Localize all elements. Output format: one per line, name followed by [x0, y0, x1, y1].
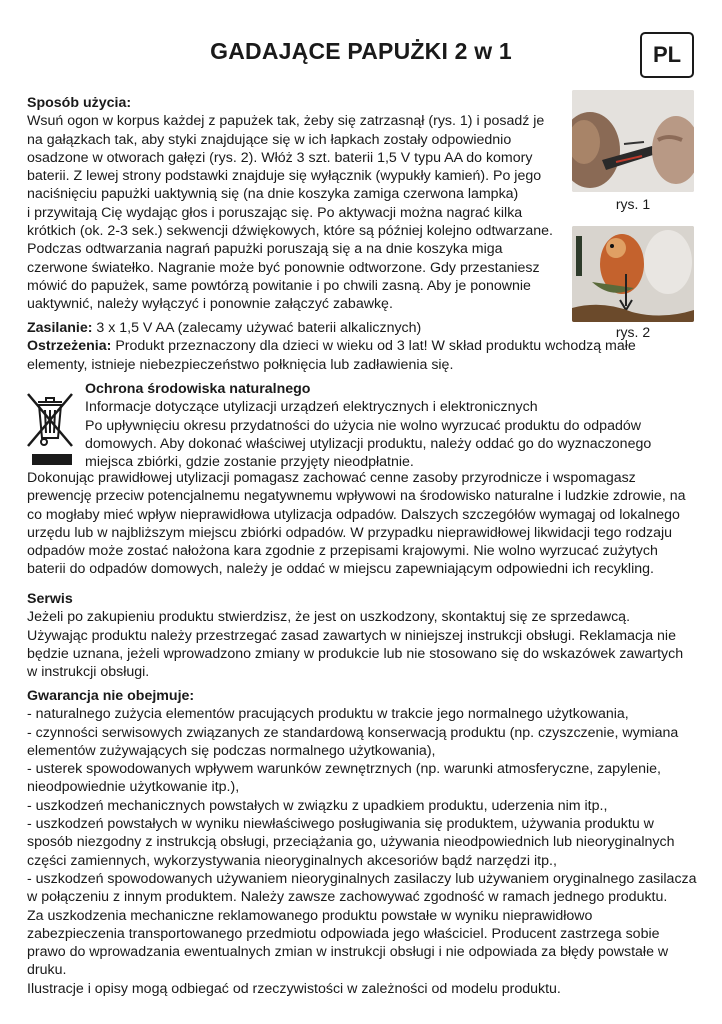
- warranty-line: w połączeniu z innym produktem. Należy zawsze zachowywać zgodność w ramach jednego produktu.: [27, 889, 668, 906]
- usage-line: naciśnięciu papużki uaktywnią się (na dnie koszyka zamiga czerwona lampka): [27, 186, 519, 203]
- usage-line: krótkich (ok. 2-3 sek.) sekwencji dźwiękowych, które są później kolejno odtwarzane.: [27, 223, 553, 240]
- environment-body-line: Dokonując prawidłowej utylizacji pomagasz zachować cenne zasoby przyrodnicze i wspomagasz: [27, 470, 636, 486]
- environment-body-line: odpadów może zostać nałożona kara zgodnie z przepisami krajowymi. Nie wolno wyrzucać zużytych: [27, 543, 658, 560]
- warranty-line: - uszkodzeń powstałych w wyniku niewłaściwego posługiwania się produktem, używania produktu w: [27, 816, 654, 833]
- environment-intro: [85, 380, 685, 471]
- figure-1-image: [572, 90, 694, 192]
- warranty-line: - czynności serwisowych związanych ze standardową konserwacją produktu (np. czyszczenie, wymiana: [27, 724, 679, 741]
- usage-line: Podczas odtwarzania nagrań papużki poruszają się a na dnie koszyka miga: [27, 241, 503, 258]
- environment-heading: Ochrona środowiska naturalnego: [85, 381, 311, 397]
- figure-1-caption: rys. 1: [615, 196, 651, 212]
- power-text: 3 x 1,5 V AA (zalecamy używać baterii alkalicznych): [92, 320, 422, 336]
- warning-line-2: elementy, istnieje niebezpieczeństwo połknięcia lub zadławienia się.: [27, 356, 454, 373]
- environment-body-line: baterii do odpadów domowych, należy je oddać w miejscu zapewniającym odpowiedni ich recykling.: [27, 561, 654, 578]
- service-line: w instrukcji obsługi.: [27, 664, 150, 681]
- service-section: [27, 590, 707, 681]
- warranty-line: - uszkodzeń mechanicznych powstałych w związku z upadkiem produktu, uderzenia nim itp.,: [27, 797, 608, 814]
- warranty-line: zabezpieczenia transportowanego przedmiotu odpowiada jego właściciel. Producent zastrzega sobie: [27, 925, 660, 942]
- usage-line: baterii. Z lewej strony podstawki znajduje się wyłącznik (wypukły kamień). Po jego: [27, 168, 542, 185]
- environment-body-line: prewencję przeciw potencjalnemu negatywnemu wpływowi na środowisko naturalne i ludzkie zdrowie, na: [27, 488, 686, 505]
- usage-line: czerwone światełko. Nagranie może być ponownie odtworzone. Gdy przestaniesz: [27, 259, 540, 276]
- service-line: Jeżeli po zakupieniu produktu stwierdzisz, że jest on uszkodzony, skontaktuj się ze sprzedawcą.: [27, 609, 631, 626]
- power-warning-section: [27, 319, 707, 374]
- warning-text: Produkt przeznaczony dla dzieci w wieku od 3 lat! W skład produktu wchodzą małe: [111, 338, 636, 355]
- service-line: będzie uznana, jeżeli wprowadzono zmiany w produkcie lub nie stosowano się do wskazówek zawartych: [27, 645, 684, 662]
- usage-line: mówić do papużek, same powtórzą powitanie i po chwili zasną. Aby je ponownie: [27, 277, 531, 294]
- environment-line: Informacje dotyczące utylizacji urządzeń elektrycznych i elektronicznych: [85, 399, 538, 416]
- environment-line: Po upływnięciu okresu przydatności do użycia nie wolno wyrzucać produktu do odpadów: [85, 417, 641, 434]
- service-line: Używając produktu należy przestrzegać zasad zawartych w niniejszej instrukcji obsługi. Reklamacja nie: [27, 627, 676, 644]
- power-line: [27, 319, 707, 337]
- usage-line: osadzone w otworach gałęzi (rys. 2). Włóż 3 szt. baterii 1,5 V typu AA do komory: [27, 149, 533, 166]
- usage-line: Wsuń ogon w korpus każdej z papużek tak, żeby się zatrzasnął (rys. 1) i posadź je: [27, 113, 545, 130]
- warranty-line: Za uszkodzenia mechaniczne reklamowanego produktu powstałe w wyniku nieprawidłowo: [27, 907, 593, 924]
- warranty-line: części zamiennych, wykorzystywania nieoryginalnych akcesoriów bądź narzędzi itp.,: [27, 852, 557, 869]
- warranty-line: nieodpowiednie użytkowanie itp.),: [27, 779, 240, 796]
- warranty-heading: Gwarancja nie obejmuje:: [27, 688, 195, 704]
- environment-body: [27, 469, 707, 579]
- usage-line: i przywitają Cię wydając głos i poruszając się. Po aktywacji można nagrać kilka: [27, 204, 523, 221]
- crossed-bin-icon: [24, 388, 76, 468]
- warning-label: Ostrzeżenia:: [27, 338, 112, 355]
- warranty-line: sposób niezgodny z instrukcją obsługi, przeciążania go, używania nieodpowiednich lub nieoryginalnych: [27, 834, 675, 851]
- warranty-line: prawo do wprowadzania ewentualnych zmian w instrukcji obsługi i nie odpowiada za błędy powstałe w: [27, 944, 669, 961]
- usage-line: uaktywnić, należy wyłączyć i ponownie załączyć zabawkę.: [27, 296, 393, 313]
- warranty-section: [27, 687, 707, 998]
- warranty-line: - naturalnego zużycia elementów pracujących produktu w trakcie jego normalnego użytkowania,: [27, 706, 629, 723]
- usage-line: na gałązkach tak, aby styki znajdujące się w ich łapkach zostały odpowiednio: [27, 131, 512, 148]
- warranty-line: druku.: [27, 962, 67, 979]
- environment-line: miejsca zbiórki, gdzie zostanie przyjęty nieodpłatnie.: [85, 454, 414, 471]
- warranty-line: - usterek spowodowanych wpływem warunków zewnętrznych (np. warunki atmosferyczne, zapylenie,: [27, 761, 661, 778]
- parrot-branch-illustration: [572, 226, 694, 322]
- warranty-line: Ilustracje i opisy mogą odbiegać od rzeczywistości w zależności od modelu produktu.: [27, 980, 561, 997]
- warning-line: [27, 337, 707, 355]
- environment-body-line: urzędu lub w najbliższym miejscu zbiórki odpadów. W przypadku nieprawidłowej likwidacji tego rodzaju: [27, 524, 673, 541]
- page-title: GADAJĄCE PAPUŻKI 2 w 1: [210, 38, 512, 64]
- service-heading: Serwis: [27, 591, 73, 607]
- usage-section: [27, 94, 572, 314]
- usage-heading: Sposób użycia:: [27, 95, 132, 111]
- warranty-line: - uszkodzeń spowodowanych używaniem nieoryginalnych zasilaczy lub używaniem oryginalnego zasilacza: [27, 870, 697, 887]
- power-label: Zasilanie:: [27, 320, 93, 336]
- language-badge: PL: [640, 32, 694, 78]
- environment-line: domowych. Aby dokonać właściwej utylizacji produktu, należy oddać go do wyznaczonego: [85, 435, 652, 452]
- environment-body-line: co mogłaby mieć wpływ nieprawidłowa utylizacja odpadów. Dalszych szczegółów wymagaj od lokalnego: [27, 506, 680, 523]
- warranty-line: elementów zużywających się podczas normalnego użytkowania),: [27, 742, 436, 759]
- parrot-tail-illustration: [572, 90, 694, 192]
- figure-2-caption: rys. 2: [615, 324, 651, 340]
- figure-2-image: [572, 226, 694, 322]
